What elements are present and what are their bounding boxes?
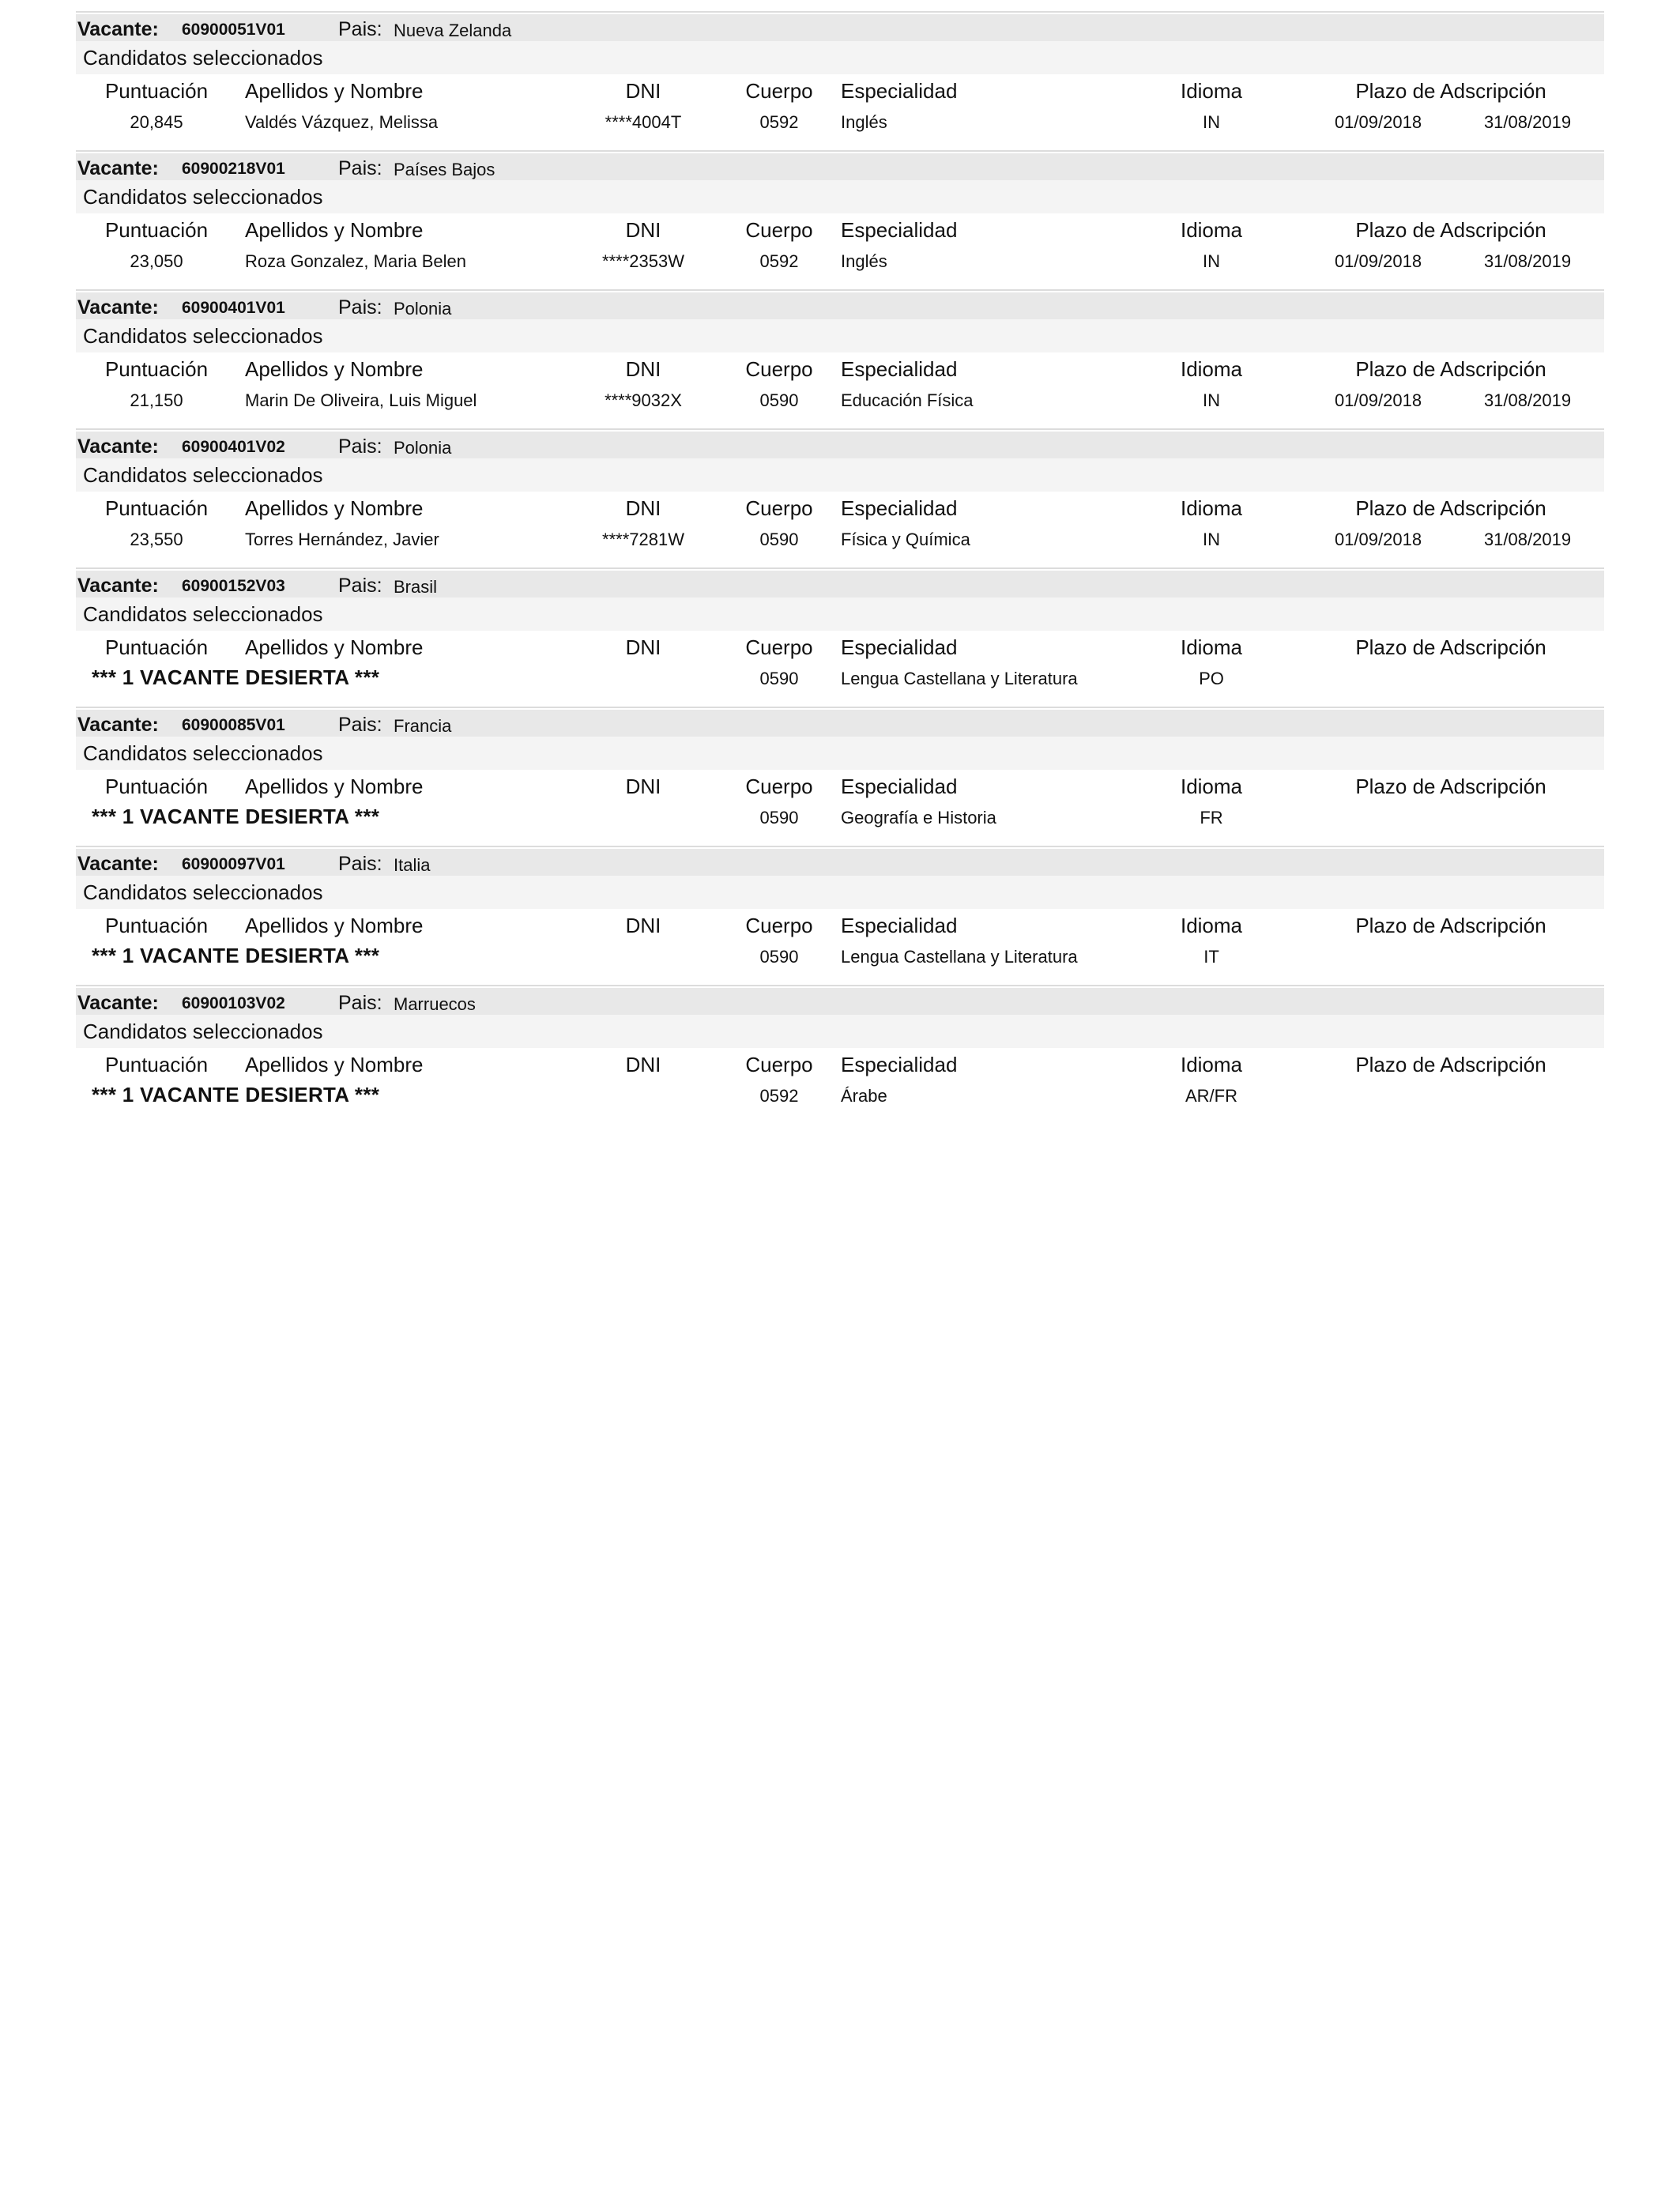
fecha-desde: 01/09/2018 <box>1334 112 1422 132</box>
header-dni: DNI <box>625 218 661 242</box>
especialidad: Árabe <box>841 1086 887 1106</box>
header-cuerpo: Cuerpo <box>745 775 813 798</box>
cuerpo: 0590 <box>759 390 799 410</box>
idioma: FR <box>1200 808 1223 827</box>
header-puntuacion: Puntuación <box>104 218 209 242</box>
especialidad: Inglés <box>841 112 887 132</box>
header-cuerpo: Cuerpo <box>745 1053 813 1076</box>
dni: ****2353W <box>602 251 684 271</box>
nombre: Torres Hernández, Javier <box>245 530 439 549</box>
fecha-hasta: 31/08/2019 <box>1483 390 1572 410</box>
vacancy-header-row <box>76 571 1604 598</box>
desierta-notice: *** 1 VACANTE DESIERTA *** <box>92 944 380 967</box>
pais-name: Países Bajos <box>394 160 495 179</box>
column-headers <box>76 213 1604 245</box>
vacancy-header-row <box>76 14 1604 41</box>
header-cuerpo: Cuerpo <box>745 357 813 381</box>
pais-name: Polonia <box>394 299 452 319</box>
vacancy-block <box>76 428 1604 567</box>
candidates-label: Candidatos seleccionados <box>83 185 323 209</box>
header-idioma: Idioma <box>1180 1053 1243 1076</box>
cuerpo: 0590 <box>759 808 799 827</box>
header-cuerpo: Cuerpo <box>745 496 813 520</box>
header-plazo: Plazo de Adscripción <box>1355 218 1546 242</box>
header-plazo: Plazo de Adscripción <box>1355 1053 1546 1076</box>
divider <box>76 567 1604 569</box>
idioma: IN <box>1203 530 1220 549</box>
pais-label: Pais: <box>338 992 382 1014</box>
vacante-code: 60900051V01 <box>182 21 285 39</box>
candidates-label: Candidatos seleccionados <box>83 463 323 487</box>
puntuacion: 23,050 <box>130 251 183 271</box>
pais-name: Brasil <box>394 577 438 597</box>
candidates-row <box>76 180 1604 213</box>
header-plazo: Plazo de Adscripción <box>1355 775 1546 798</box>
header-dni: DNI <box>625 1053 661 1076</box>
header-idioma: Idioma <box>1180 357 1243 381</box>
vacante-code: 60900103V02 <box>182 994 285 1012</box>
header-puntuacion: Puntuación <box>104 1053 209 1076</box>
header-nombre: Apellidos y Nombre <box>245 1053 424 1076</box>
header-nombre: Apellidos y Nombre <box>245 79 424 103</box>
header-nombre: Apellidos y Nombre <box>245 218 424 242</box>
vacante-label: Vacante: <box>77 992 159 1014</box>
vacante-label: Vacante: <box>77 296 159 319</box>
pais-label: Pais: <box>338 18 382 40</box>
candidates-row <box>76 41 1604 74</box>
header-dni: DNI <box>625 914 661 937</box>
cuerpo: 0592 <box>759 112 799 132</box>
idioma: PO <box>1199 669 1224 688</box>
vacancy-block <box>76 985 1604 1124</box>
divider <box>76 985 1604 986</box>
cuerpo: 0590 <box>759 669 799 688</box>
header-nombre: Apellidos y Nombre <box>245 914 424 937</box>
pais-name: Nueva Zelanda <box>394 21 512 40</box>
dni: ****4004T <box>605 112 682 132</box>
especialidad: Educación Física <box>841 390 974 410</box>
header-especialidad: Especialidad <box>841 357 958 381</box>
header-dni: DNI <box>625 635 661 659</box>
header-especialidad: Especialidad <box>841 775 958 798</box>
candidates-row <box>76 876 1604 909</box>
column-headers <box>76 1048 1604 1080</box>
divider <box>76 11 1604 13</box>
desierta-notice: *** 1 VACANTE DESIERTA *** <box>92 805 380 828</box>
especialidad: Geografía e Historia <box>841 808 996 827</box>
puntuacion: 21,150 <box>130 390 183 410</box>
header-cuerpo: Cuerpo <box>745 635 813 659</box>
divider <box>76 289 1604 291</box>
vacante-label: Vacante: <box>77 714 159 736</box>
vacancy-deserted-row <box>76 662 1604 694</box>
candidates-label: Candidatos seleccionados <box>83 880 323 904</box>
puntuacion: 20,845 <box>130 112 183 132</box>
vacante-label: Vacante: <box>77 18 159 40</box>
header-plazo: Plazo de Adscripción <box>1355 635 1546 659</box>
vacancy-block <box>76 11 1604 150</box>
column-headers <box>76 631 1604 662</box>
header-puntuacion: Puntuación <box>104 914 209 937</box>
pais-label: Pais: <box>338 157 382 179</box>
vacancy-deserted-row <box>76 941 1604 972</box>
vacancy-block <box>76 567 1604 707</box>
header-puntuacion: Puntuación <box>104 775 209 798</box>
column-headers <box>76 74 1604 106</box>
fecha-desde: 01/09/2018 <box>1334 530 1422 549</box>
header-nombre: Apellidos y Nombre <box>245 635 424 659</box>
vacancy-header-row <box>76 432 1604 458</box>
header-dni: DNI <box>625 357 661 381</box>
cuerpo: 0592 <box>759 1086 799 1106</box>
column-headers <box>76 909 1604 941</box>
especialidad: Inglés <box>841 251 887 271</box>
pais-label: Pais: <box>338 296 382 319</box>
pais-label: Pais: <box>338 575 382 597</box>
fecha-hasta: 31/08/2019 <box>1483 112 1572 132</box>
divider <box>76 707 1604 708</box>
header-idioma: Idioma <box>1180 635 1243 659</box>
header-nombre: Apellidos y Nombre <box>245 775 424 798</box>
dni: ****7281W <box>602 530 684 549</box>
dni: ****9032X <box>605 390 682 410</box>
candidates-label: Candidatos seleccionados <box>83 602 323 626</box>
header-especialidad: Especialidad <box>841 635 958 659</box>
vacante-label: Vacante: <box>77 157 159 179</box>
candidates-row <box>76 598 1604 631</box>
header-cuerpo: Cuerpo <box>745 218 813 242</box>
especialidad: Lengua Castellana y Literatura <box>841 669 1078 688</box>
vacancy-header-row <box>76 849 1604 876</box>
divider <box>76 150 1604 152</box>
header-cuerpo: Cuerpo <box>745 914 813 937</box>
puntuacion: 23,550 <box>130 530 183 549</box>
vacante-code: 60900097V01 <box>182 855 285 873</box>
header-plazo: Plazo de Adscripción <box>1355 496 1546 520</box>
header-plazo: Plazo de Adscripción <box>1355 914 1546 937</box>
nombre: Valdés Vázquez, Melissa <box>245 112 439 132</box>
candidates-row <box>76 1015 1604 1048</box>
desierta-notice: *** 1 VACANTE DESIERTA *** <box>92 1083 380 1106</box>
candidate-row <box>76 523 1604 555</box>
column-headers <box>76 770 1604 801</box>
header-especialidad: Especialidad <box>841 914 958 937</box>
header-plazo: Plazo de Adscripción <box>1355 79 1546 103</box>
candidates-label: Candidatos seleccionados <box>83 741 323 765</box>
header-especialidad: Especialidad <box>841 1053 958 1076</box>
header-dni: DNI <box>625 775 661 798</box>
vacancy-header-row <box>76 988 1604 1015</box>
especialidad: Lengua Castellana y Literatura <box>841 947 1078 967</box>
pais-name: Francia <box>394 716 452 736</box>
divider <box>76 846 1604 847</box>
header-dni: DNI <box>625 79 661 103</box>
pais-name: Polonia <box>394 438 452 458</box>
column-headers <box>76 492 1604 523</box>
idioma: AR/FR <box>1185 1086 1237 1106</box>
candidate-row <box>76 384 1604 416</box>
vacancy-header-row <box>76 153 1604 180</box>
idioma: IN <box>1203 112 1220 132</box>
header-nombre: Apellidos y Nombre <box>245 357 424 381</box>
vacante-code: 60900401V02 <box>182 438 285 456</box>
pais-name: Italia <box>394 855 431 875</box>
candidates-row <box>76 737 1604 770</box>
vacancy-block <box>76 289 1604 428</box>
vacante-label: Vacante: <box>77 853 159 875</box>
vacancy-deserted-row <box>76 1080 1604 1111</box>
header-idioma: Idioma <box>1180 914 1243 937</box>
vacancy-block <box>76 707 1604 846</box>
fecha-hasta: 31/08/2019 <box>1483 251 1572 271</box>
candidates-label: Candidatos seleccionados <box>83 46 323 70</box>
header-especialidad: Especialidad <box>841 218 958 242</box>
cuerpo: 0592 <box>759 251 799 271</box>
candidates-row <box>76 319 1604 352</box>
vacante-label: Vacante: <box>77 435 159 458</box>
idioma: IT <box>1203 947 1219 967</box>
divider <box>76 428 1604 430</box>
pais-name: Marruecos <box>394 994 476 1014</box>
header-puntuacion: Puntuación <box>104 79 209 103</box>
header-idioma: Idioma <box>1180 218 1243 242</box>
header-plazo: Plazo de Adscripción <box>1355 357 1546 381</box>
especialidad: Física y Química <box>841 530 970 549</box>
header-puntuacion: Puntuación <box>104 496 209 520</box>
fecha-hasta: 31/08/2019 <box>1483 530 1572 549</box>
header-nombre: Apellidos y Nombre <box>245 496 424 520</box>
header-especialidad: Especialidad <box>841 496 958 520</box>
candidates-row <box>76 458 1604 492</box>
header-especialidad: Especialidad <box>841 79 958 103</box>
idioma: IN <box>1203 390 1220 410</box>
vacancy-header-row <box>76 292 1604 319</box>
header-idioma: Idioma <box>1180 496 1243 520</box>
nombre: Roza Gonzalez, Maria Belen <box>245 251 467 271</box>
header-cuerpo: Cuerpo <box>745 79 813 103</box>
cuerpo: 0590 <box>759 530 799 549</box>
pais-label: Pais: <box>338 435 382 458</box>
idioma: IN <box>1203 251 1220 271</box>
cuerpo: 0590 <box>759 947 799 967</box>
candidates-label: Candidatos seleccionados <box>83 324 323 348</box>
vacancy-deserted-row <box>76 801 1604 833</box>
header-idioma: Idioma <box>1180 79 1243 103</box>
pais-label: Pais: <box>338 853 382 875</box>
vacancy-report <box>76 11 1604 1124</box>
vacante-code: 60900152V03 <box>182 577 285 595</box>
candidate-row <box>76 245 1604 277</box>
vacante-code: 60900218V01 <box>182 160 285 178</box>
vacancy-block <box>76 846 1604 985</box>
candidates-label: Candidatos seleccionados <box>83 1020 323 1043</box>
nombre: Marin De Oliveira, Luis Miguel <box>245 390 477 410</box>
fecha-desde: 01/09/2018 <box>1334 251 1422 271</box>
header-puntuacion: Puntuación <box>104 635 209 659</box>
fecha-desde: 01/09/2018 <box>1334 390 1422 410</box>
vacante-code: 60900401V01 <box>182 299 285 317</box>
header-puntuacion: Puntuación <box>104 357 209 381</box>
header-dni: DNI <box>625 496 661 520</box>
vacancy-block <box>76 150 1604 289</box>
vacancy-header-row <box>76 710 1604 737</box>
pais-label: Pais: <box>338 714 382 736</box>
vacante-label: Vacante: <box>77 575 159 597</box>
vacante-code: 60900085V01 <box>182 716 285 734</box>
candidate-row <box>76 106 1604 138</box>
column-headers <box>76 352 1604 384</box>
header-idioma: Idioma <box>1180 775 1243 798</box>
desierta-notice: *** 1 VACANTE DESIERTA *** <box>92 665 380 689</box>
